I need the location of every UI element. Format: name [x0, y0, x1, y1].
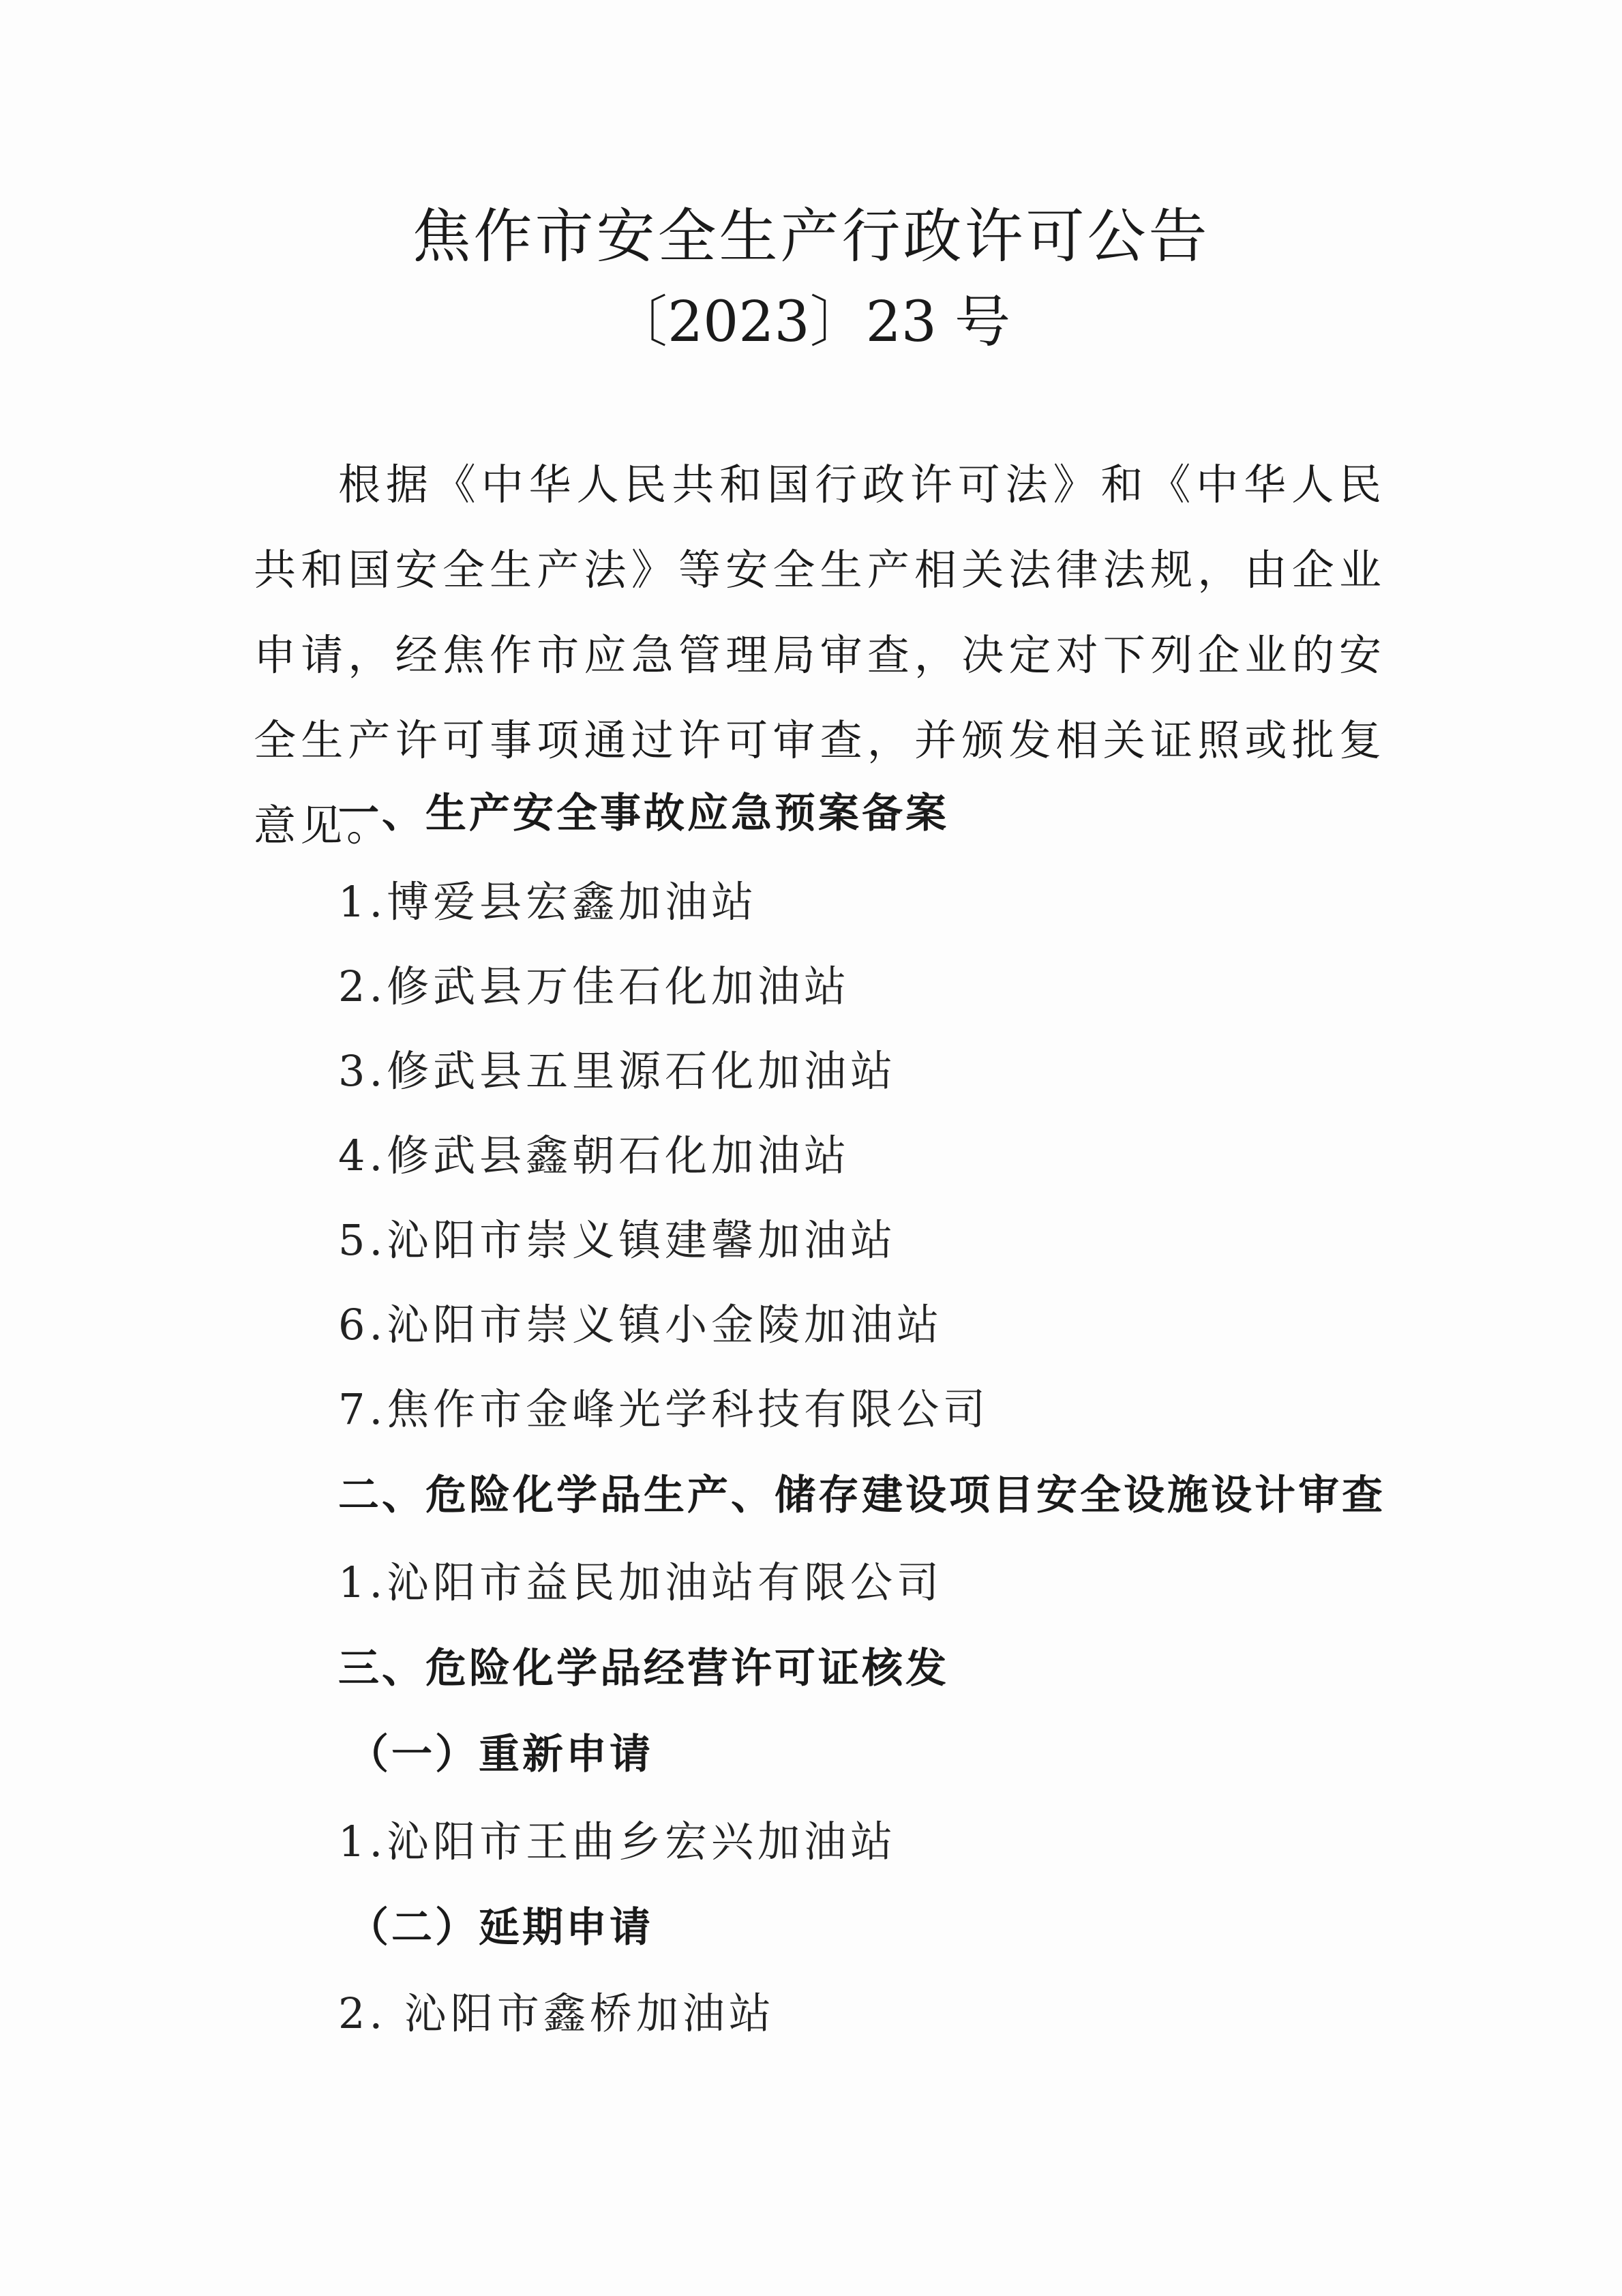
document-number: 〔2023〕23 号	[611, 290, 1011, 355]
list-item: 4.修武县鑫朝石化加油站	[338, 1131, 851, 1180]
list-item: 5.沁阳市崇义镇建馨加油站	[338, 1215, 897, 1265]
subsection-extension-heading: （二）延期申请	[348, 1904, 653, 1952]
list-item: 2. 沁阳市鑫桥加油站	[338, 1988, 775, 2038]
list-item: 2.修武县万佳石化加油站	[338, 961, 851, 1011]
section-3-heading: 三、危险化学品经营许可证核发	[338, 1645, 949, 1693]
intro-paragraph: 根据《中华人民共和国行政许可法》和《中华人民共和国安全生产法》等安全生产相关法律法规，由企业申请，经焦作市应急管理局审查，决定对下列企业的安全生产许可事项通过许可审查，并颁发相关证照或批复意见。	[254, 460, 1385, 850]
document-title: 焦作市安全生产行政许可公告	[412, 203, 1210, 271]
section-1-heading: 一、生产安全事故应急预案备案	[338, 790, 949, 837]
list-item: 3.修武县五里源石化加油站	[338, 1046, 897, 1096]
list-item: 1.沁阳市王曲乡宏兴加油站	[338, 1817, 897, 1866]
list-item: 1.沁阳市益民加油站有限公司	[338, 1557, 944, 1607]
subsection-renewal-heading: （一）重新申请	[348, 1731, 653, 1778]
list-item: 6.沁阳市崇义镇小金陵加油站	[338, 1300, 944, 1350]
list-item: 7.焦作市金峰光学科技有限公司	[338, 1384, 990, 1434]
list-item: 1.博爱县宏鑫加油站	[338, 877, 758, 927]
section-2-heading: 二、危险化学品生产、储存建设项目安全设施设计审查	[338, 1472, 1385, 1519]
